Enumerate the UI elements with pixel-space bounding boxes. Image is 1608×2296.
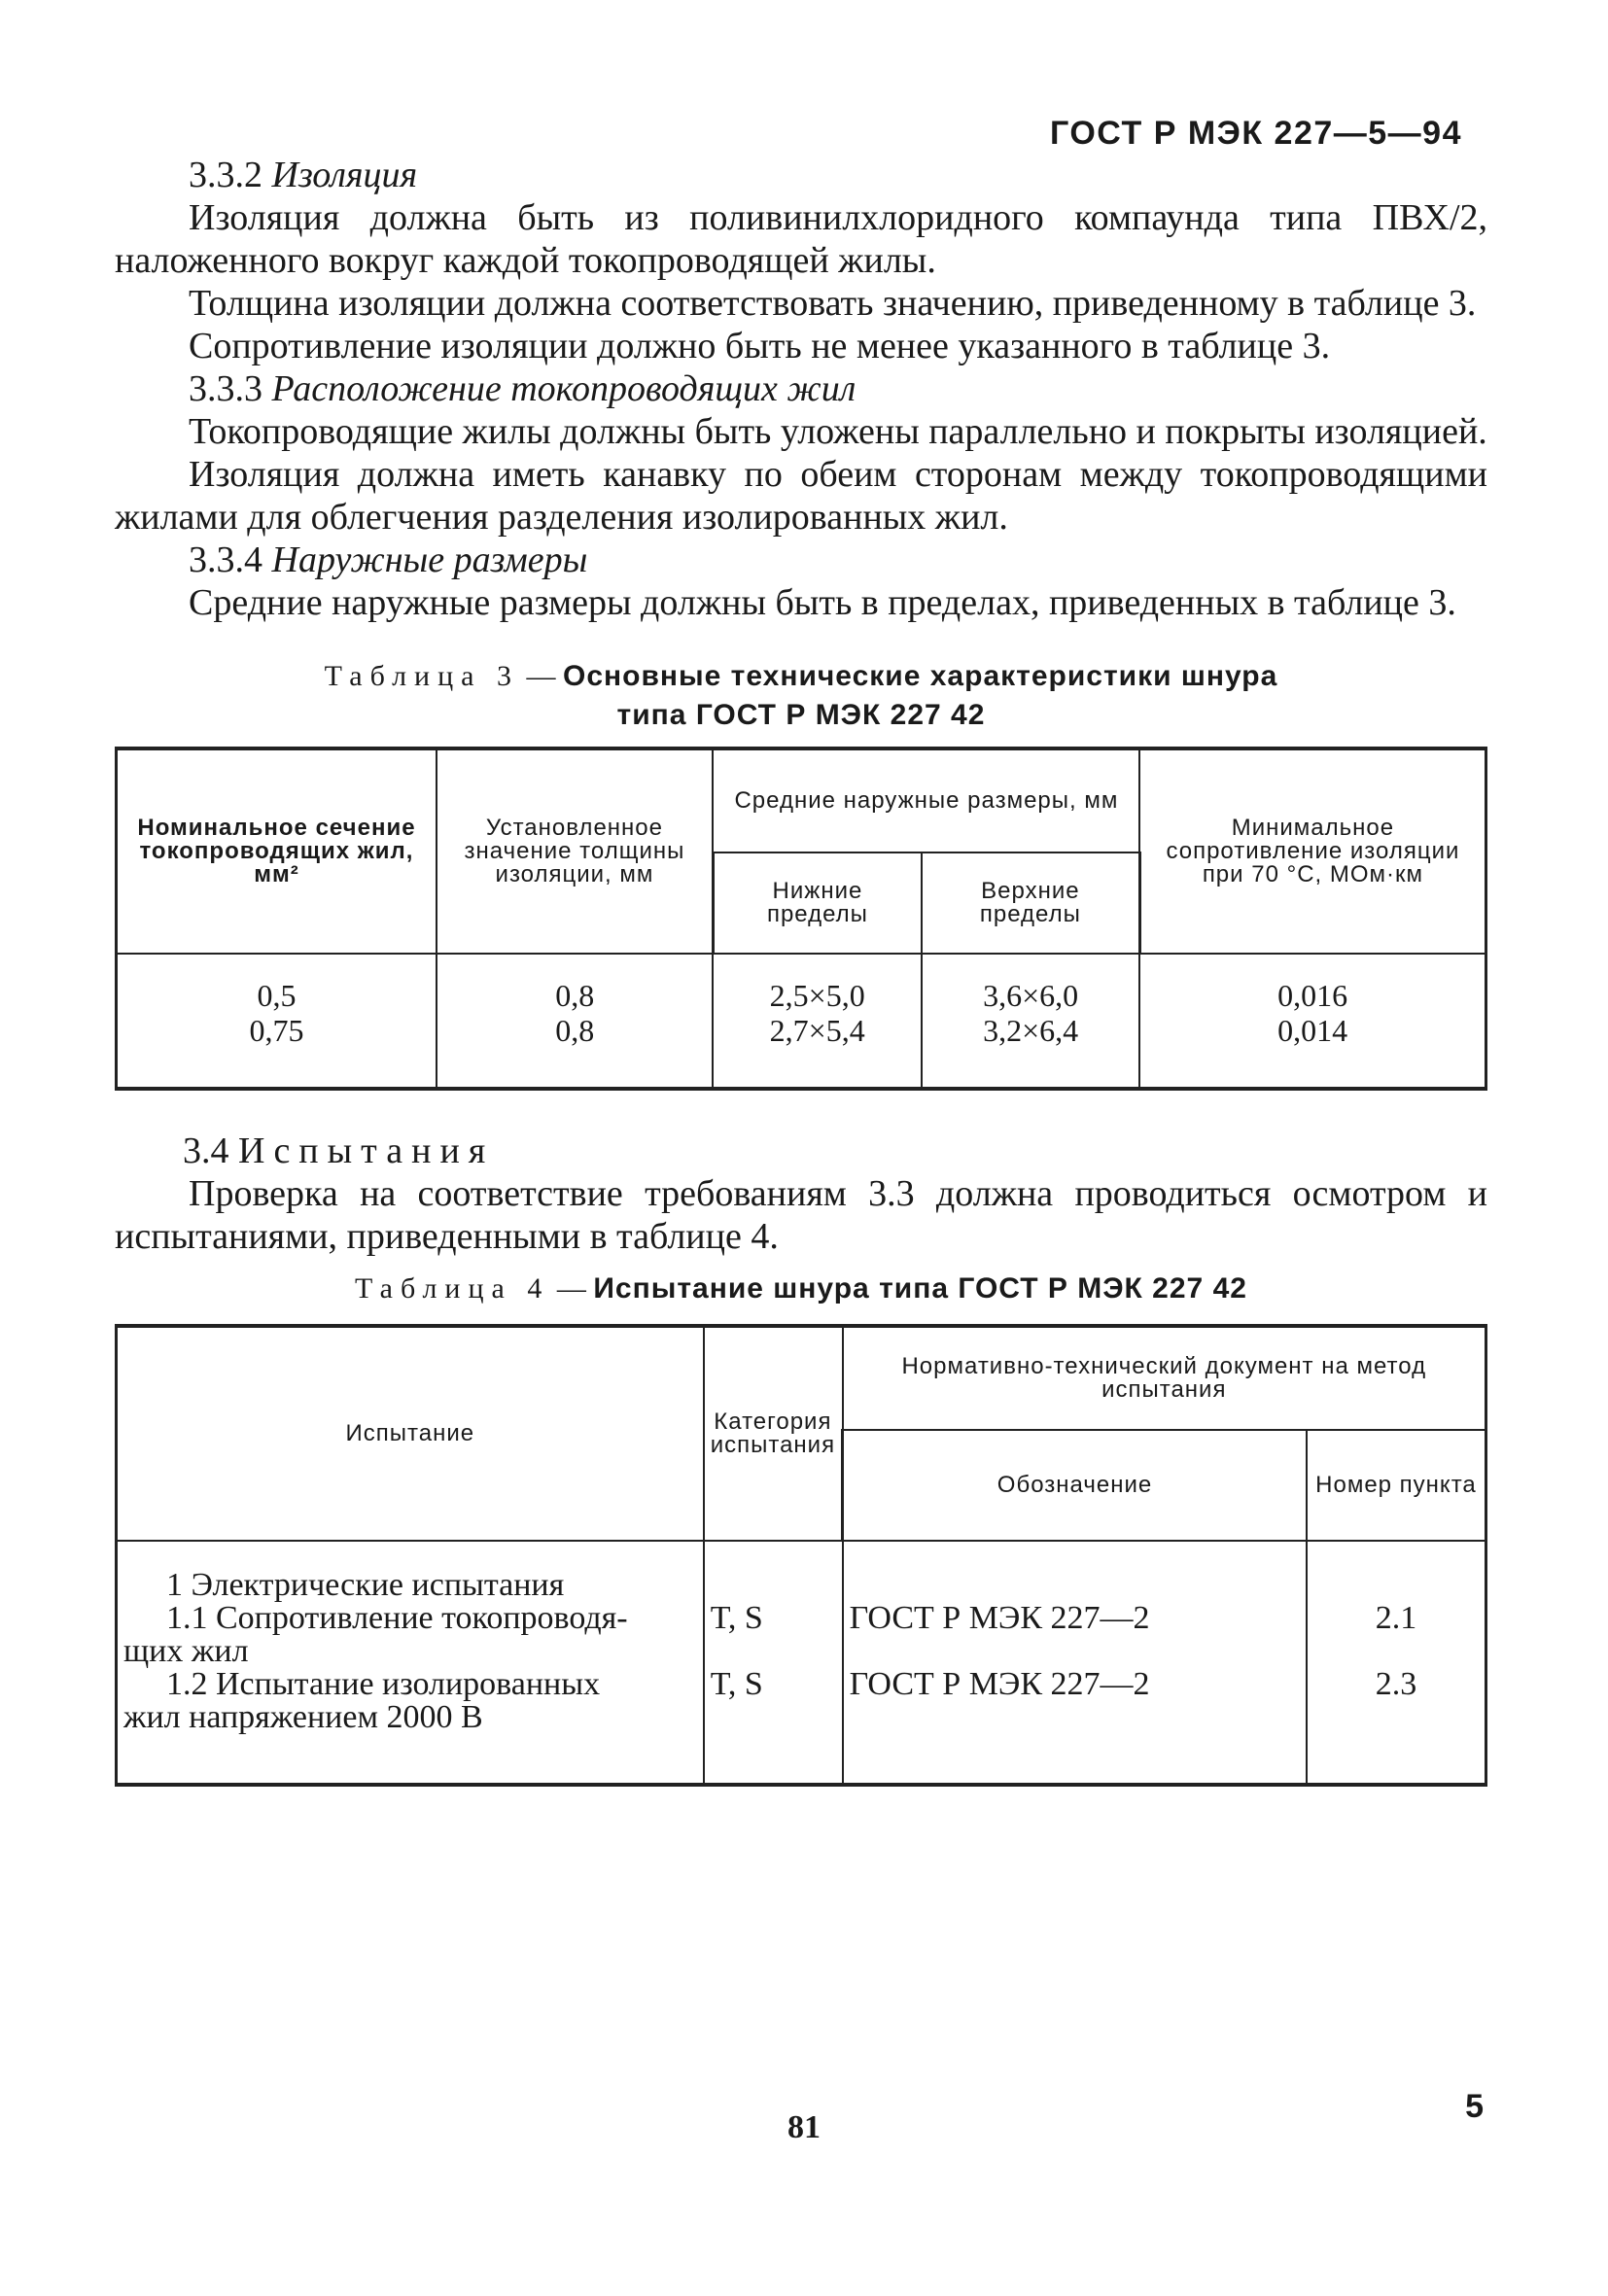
section-3-4-heading xyxy=(115,1130,1487,1172)
section-number: 3.4 xyxy=(183,1131,229,1171)
table-cell-section xyxy=(117,954,437,1089)
section-title: Испытания xyxy=(238,1131,495,1171)
table-cell-category xyxy=(704,1541,843,1785)
section-3-3-2-heading xyxy=(115,154,1487,196)
table-3-caption-line-2 xyxy=(115,696,1487,735)
table-3-caption xyxy=(115,657,1487,696)
table-label: Таблица 4 xyxy=(355,1272,550,1305)
column-header-designation: Обозначение xyxy=(843,1430,1307,1541)
section-number: 3.3.3 xyxy=(189,368,262,409)
page-content xyxy=(115,154,1487,1787)
table-title: Основные технические характеристики шнура xyxy=(562,660,1278,692)
table-cell-upper xyxy=(922,954,1139,1089)
column-header-category: Категория испытания xyxy=(704,1326,843,1541)
section-title: Изоляция xyxy=(271,155,418,195)
section-title: Расположение токопроводящих жил xyxy=(271,368,856,409)
cell-value: 2.3 xyxy=(1375,1666,1417,1702)
cell-value: 3,6×6,0 xyxy=(983,978,1079,1013)
table-4 xyxy=(115,1324,1487,1787)
table-cell-resistance xyxy=(1139,954,1486,1089)
paragraph: Средние наружные размеры должны быть в пределах, приведенных в таблице 3. xyxy=(189,582,1456,623)
cell-value: 0,8 xyxy=(555,978,595,1013)
table-row xyxy=(117,954,1486,1089)
cell-value: ГОСТ Р МЭК 227—2 xyxy=(849,1666,1150,1702)
cell-value: T, S xyxy=(710,1600,763,1636)
cell-value: 3,2×6,4 xyxy=(983,1013,1079,1048)
section-3-3-3-heading xyxy=(115,367,1487,410)
column-header-document: Нормативно-технический документ на метод испытания xyxy=(843,1326,1486,1430)
paragraph: Толщина изоляции должна соответствовать значению, приведенному в таблице 3. xyxy=(189,283,1477,324)
section-number: 3.3.2 xyxy=(189,155,262,195)
caption-dash: — xyxy=(526,660,556,692)
margin-mark: 5 xyxy=(1465,2088,1484,2125)
cell-value: 2.1 xyxy=(1375,1600,1417,1636)
test-name: жил напряжением 2000 В xyxy=(123,1699,483,1735)
cell-value: 0,016 xyxy=(1277,978,1348,1013)
cell-value: ГОСТ Р МЭК 227—2 xyxy=(849,1600,1150,1636)
table-cell-thickness xyxy=(437,954,714,1089)
page-number: 81 xyxy=(787,2109,821,2145)
paragraph: Изоляция должна быть из поливинилхлоридного компаунда типа ПВХ/2, наложенного вокруг каждой токопроводящей жилы. xyxy=(115,197,1487,281)
paragraph: Сопротивление изоляции должно быть не менее указанного в таблице 3. xyxy=(189,326,1331,366)
paragraph: Изоляция должна иметь канавку по обеим сторонам между токопроводящими жилами для облегчения разделения изолированных жил. xyxy=(115,454,1487,538)
cell-value: 0,014 xyxy=(1277,1013,1348,1048)
column-header-section: Номинальное сечение токопроводящих жил, мм² xyxy=(117,748,437,954)
test-name: 1.2 Испытание изолированных xyxy=(166,1666,601,1702)
section-number: 3.3.4 xyxy=(189,539,262,580)
cell-value: 0,5 xyxy=(257,978,297,1013)
cell-value: T, S xyxy=(710,1666,763,1702)
cell-value: 2,7×5,4 xyxy=(769,1013,865,1048)
table-cell-designation xyxy=(843,1541,1307,1785)
column-header-test: Испытание xyxy=(117,1326,704,1541)
paragraph: Проверка на соответствие требованиям 3.3 должна проводиться осмотром и испытаниями, приведенными в таблице 4. xyxy=(115,1173,1487,1257)
table-title: Испытание шнура типа ГОСТ Р МЭК 227 42 xyxy=(593,1272,1247,1305)
table-4-caption xyxy=(115,1270,1487,1308)
table-3 xyxy=(115,747,1487,1091)
table-cell-lower xyxy=(713,954,921,1089)
table-title-line-2: типа ГОСТ Р МЭК 227 42 xyxy=(616,699,986,731)
column-header-thickness: Установленное значение толщины изоляции, мм xyxy=(437,748,714,954)
column-header-upper: Верхние пределы xyxy=(922,852,1139,954)
section-title: Наружные размеры xyxy=(271,539,588,580)
cell-value: 0,8 xyxy=(555,1013,595,1048)
table-label: Таблица 3 xyxy=(324,660,519,692)
caption-dash: — xyxy=(556,1272,586,1305)
document-header: ГОСТ Р МЭК 227—5—94 xyxy=(1050,115,1462,152)
section-3-3-4-heading xyxy=(115,539,1487,581)
test-group-label: 1 Электрические испытания xyxy=(166,1567,565,1603)
column-header-resistance: Минимальное сопротивление изоляции при 70 °С, МОм·км xyxy=(1139,748,1486,954)
table-cell-clause xyxy=(1307,1541,1486,1785)
test-name: 1.1 Сопротивление токопроводя- xyxy=(166,1600,628,1636)
paragraph: Токопроводящие жилы должны быть уложены параллельно и покрыты изоляцией. xyxy=(189,411,1487,452)
column-header-dimensions: Средние наружные размеры, мм xyxy=(713,748,1139,852)
table-row xyxy=(117,1541,1486,1785)
test-name: щих жил xyxy=(123,1633,249,1669)
cell-value: 0,75 xyxy=(249,1013,304,1048)
column-header-lower: Нижние пределы xyxy=(713,852,921,954)
cell-value: 2,5×5,0 xyxy=(769,978,865,1013)
table-cell-test xyxy=(117,1541,704,1785)
column-header-clause: Номер пункта xyxy=(1307,1430,1486,1541)
